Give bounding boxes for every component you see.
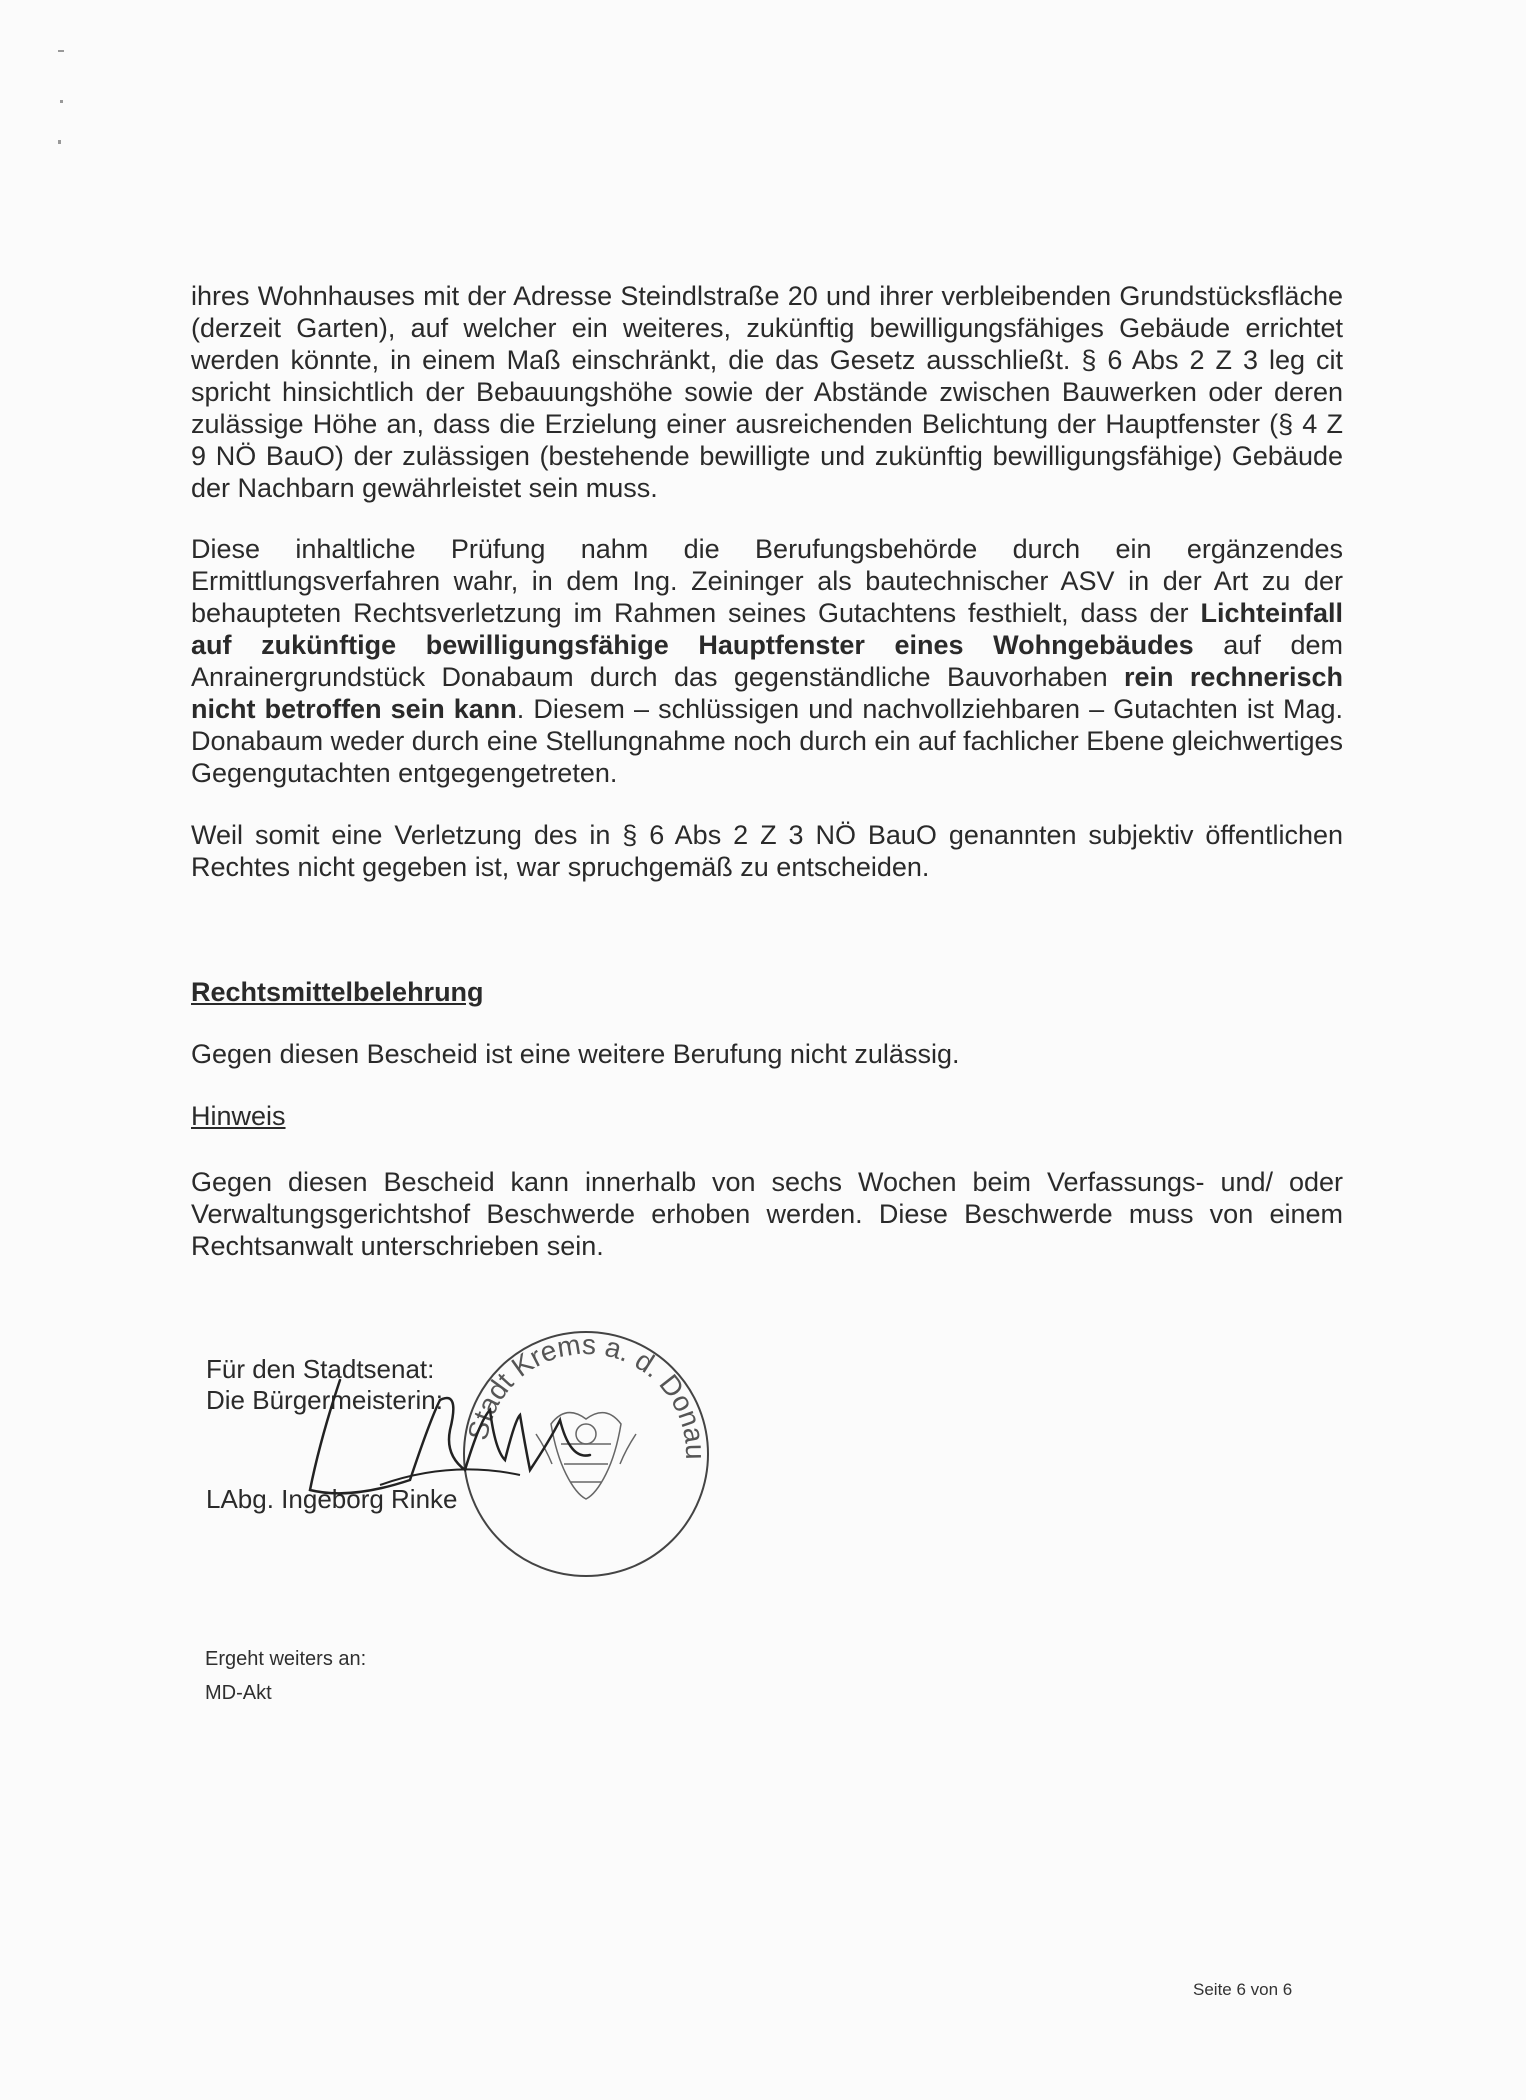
paragraph-2-bold-1: Lichteinfall auf zukünftige bewilligungsfähige Hauptfenster eines Wohngebäudes (191, 598, 1343, 660)
rechtsmittel-text: Gegen diesen Bescheid ist eine weitere Berufung nicht zulässig. (191, 1039, 960, 1069)
scan-mark (58, 140, 61, 144)
seal-lettering: Stadt Krems a. d. Donau (461, 1328, 712, 1460)
paragraph-3: Weil somit eine Verletzung des in § 6 Abs 2 Z 3 NÖ BauO genannten subjektiv öffentlichen Rechtes nicht gegeben ist, war spruchgemäß zu entscheiden. (191, 820, 1343, 882)
distribution-label: Ergeht weiters an: (205, 1648, 367, 1670)
scan-mark (60, 100, 63, 103)
signature-line-1: Für den Stadtsenat: (206, 1354, 435, 1384)
paragraph-2-part-1: Diese inhaltliche Prüfung nahm die Berufungsbehörde durch ein ergänzendes Ermittlungsverfahren wahr, in dem Ing. Zeininger als bautechnischer ASV in der Art zu der behaupteten Rechtsverletzung im Rahmen seines Gutachtens festhielt, dass der (191, 534, 1343, 628)
paragraph-2-part-2: auf dem Anrainergrundstück Donabaum durch das gegenständliche Bauvorhaben (191, 630, 1343, 692)
hinweis-text: Gegen diesen Bescheid kann innerhalb von sechs Wochen beim Verfassungs- und/ oder Verwaltungsgerichtshof Beschwerde erhoben werden. Diese Beschwerde muss von einem Rechtsanwalt unterschrieben sein. (191, 1167, 1343, 1261)
paragraph-1: ihres Wohnhauses mit der Adresse Steindlstraße 20 und ihrer verbleibenden Grundstücksfläche (derzeit Garten), auf welcher ein weiteres, zukünftig bewilligungsfähiges Gebäude errichtet werden könnte, in einem Maß einschränkt, die das Gesetz ausschließt. § 6 Abs 2 Z 3 leg cit spricht hinsichtlich der Bebauungshöhe sowie der Abstände zwischen Bauwerken oder deren zulässige Höhe an, dass die Erzielung einer ausreichenden Belichtung der Hauptfenster (§ 4 Z 9 NÖ BauO) der zulässigen (bestehende bewilligte und zukünftig bewilligungsfähige) Gebäude der Nachbarn gewährleistet sein muss. (191, 281, 1343, 503)
scan-mark (58, 50, 64, 52)
rechtsmittel-heading: Rechtsmittelbelehrung (191, 977, 484, 1007)
paragraph-2 (191, 533, 1343, 789)
signatory-name: LAbg. Ingeborg Rinke (206, 1484, 458, 1514)
handwritten-signature (290, 1360, 610, 1520)
paragraph-2-bold-2: rein rechnerisch nicht betroffen sein kann (191, 662, 1343, 724)
hinweis-heading: Hinweis (191, 1101, 286, 1131)
signature-line-2: Die Bürgermeisterin: (206, 1385, 443, 1415)
page-number: Seite 6 von 6 (1193, 1980, 1293, 1999)
paragraph-2-part-3: . Diesem – schlüssigen und nachvollziehbaren – Gutachten ist Mag. Donabaum weder durch eine Stellungnahme noch durch ein auf fachlicher Ebene gleichwertiges Gegengutachten entgegengetreten. (191, 694, 1343, 788)
distribution-recipient: MD-Akt (205, 1682, 272, 1704)
